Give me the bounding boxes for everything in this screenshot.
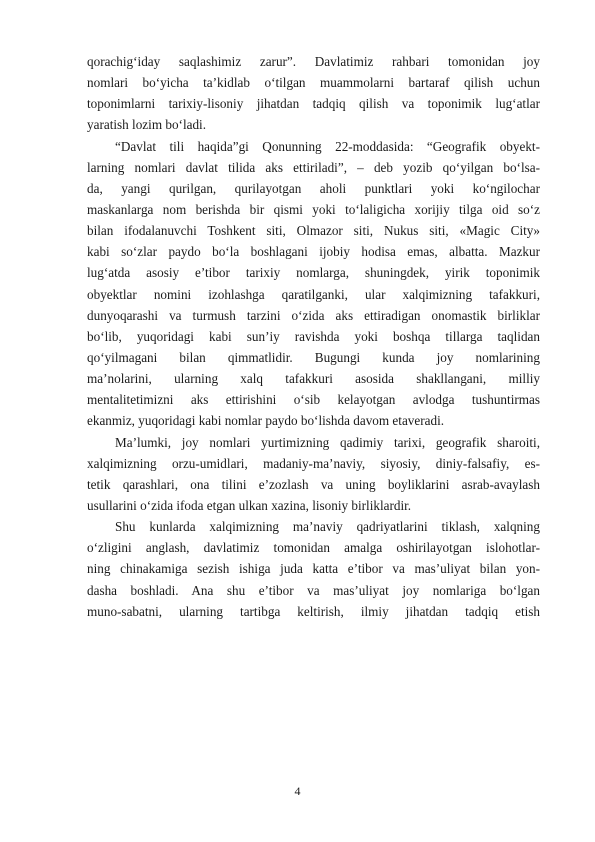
text-line: nomlari bo‘yicha ta’kidlab o‘tilgan muammolarni bartaraf qilish uchun [87,75,540,91]
text-line: yaratish lozim bo‘ladi. [87,117,207,133]
text-line: lug‘atda asosiy e’tibor tarixiy nomlarga, shuningdek, yirik toponimik [87,265,540,281]
text-line: tetik qarashlari, ona tilini e’zozlash va uning boyliklarini asrab-avaylash [87,476,540,492]
text-line: bilan ifodalanuvchi Toshkent siti, Olmazor siti, Nukus siti, «Magic City» [87,223,540,239]
page-number: 4 [294,784,301,798]
text-line: bo‘lib, yuqoridagi kabi sun’iy ravishda yoki boshqa tillarga taqlidan [87,328,540,344]
text-line: da, yangi qurilgan, qurilayotgan aholi punktlari yoki ko‘ngilochar [87,180,540,196]
text-line: maskanlarga nom berishda bir qismi yoki to‘laligicha xorijiy tilga oid so‘z [87,201,540,217]
text-line: toponimlarni tarixiy-lisoniy jihatdan tadqiq qilish va toponimik lug‘atlar [87,96,540,112]
text-line: larning nomlari davlat tilida aks ettiriladi”, – deb yozib qo‘yilgan bo‘lsa- [87,159,540,175]
text-line: Shu kunlarda xalqimizning ma’naviy qadriyatlarini tiklash, xalqning [115,519,540,535]
text-line: ning chinakamiga sezish ishiga juda katta e’tibor va mas’uliyat bilan yon- [87,561,540,577]
text-line: obyektlar nomini izohlashga qaratilganki, ular xalqimizning tafakkuri, [87,286,540,302]
text-line: muno-sabatni, ularning tartibga keltirish, ilmiy jihatdan tadqiq etish [87,603,540,619]
body-text [87,51,540,622]
text-line: “Davlat tili haqida”gi Qonunning 22-moddasida: “Geografik obyekt- [115,138,540,154]
text-line: dasha boshladi. Ana shu e’tibor va mas’uliyat joy nomlariga bo‘lgan [87,582,540,598]
text-line: xalqimizning orzu-umidlari, madaniy-ma’naviy, siyosiy, diniy-falsafiy, es- [87,455,540,471]
text-line: ma’nolarini, ularning xalq tafakkuri asosida shakllangani, milliy [87,371,540,387]
text-line: usullarini o‘zida ifoda etgan ulkan xazina, lisoniy birliklardir. [87,497,412,513]
text-line: qorachig‘iday saqlashimiz zarur”. Davlatimiz rahbari tomonidan joy [87,54,540,69]
text-line: mentalitetimizni aks ettirishini o‘sib kelayotgan avlodga tushuntirmas [87,392,540,408]
text-line: ekanmiz, yuqoridagi kabi nomlar paydo bo‘lishda davom etaveradi. [87,413,445,429]
text-line: qo‘yilmagani bilan qimmatlidir. Bugungi kunda joy nomlarining [87,349,540,365]
text-line: kabi so‘zlar paydo bo‘la boshlagani ijobiy hodisa emas, albatta. Mazkur [87,244,540,260]
text-line: Ma’lumki, joy nomlari yurtimizning qadimiy tarixi, geografik sharoiti, [115,434,540,450]
text-line: o‘zligini anglash, davlatimiz tomonidan amalga oshirilayotgan islohotlar- [87,540,540,556]
text-line: dunyoqarashi va turmush tarzini o‘zida aks ettiradigan onomastik birliklar [87,307,540,323]
